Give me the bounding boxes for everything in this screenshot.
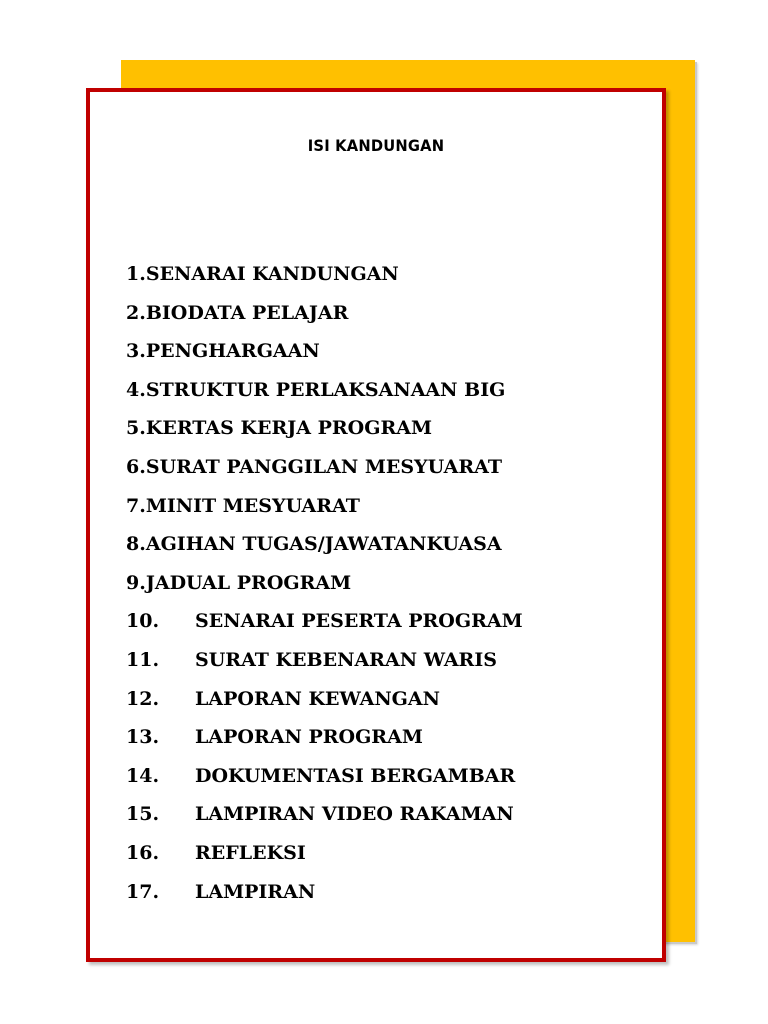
toc-item-number: 1. xyxy=(126,263,146,285)
toc-item-number: 11. xyxy=(126,648,160,671)
toc-item-number: 6. xyxy=(126,455,146,478)
toc-item xyxy=(126,834,523,873)
page-title: ISI KANDUNGAN xyxy=(307,136,445,155)
toc-item-number: 10. xyxy=(126,610,160,633)
content-card xyxy=(86,88,666,962)
toc-item-number: 3. xyxy=(126,340,146,363)
toc-item-number: 16. xyxy=(126,841,160,864)
toc-item xyxy=(126,564,523,603)
toc-item xyxy=(126,525,523,564)
toc-item-text: AGIHAN TUGAS/JAWATANKUASA xyxy=(145,533,502,556)
toc-item xyxy=(126,409,523,448)
toc-item xyxy=(126,602,523,641)
toc-item-number: 17. xyxy=(126,880,160,903)
toc-item-text: PENGHARGAAN xyxy=(145,340,320,363)
toc-item xyxy=(126,255,523,294)
toc-item-number: 9. xyxy=(126,571,146,594)
toc-item-text: LAPORAN PROGRAM xyxy=(195,726,423,749)
toc-item-text: SURAT KEBENARAN WARIS xyxy=(195,648,497,671)
toc-item-number: 8. xyxy=(126,533,146,556)
toc-item-number: 13. xyxy=(126,726,160,749)
toc-item-text: LAMPIRAN VIDEO RAKAMAN xyxy=(195,803,514,826)
toc-item xyxy=(126,294,523,333)
toc-item-text: DOKUMENTASI BERGAMBAR xyxy=(195,764,516,787)
toc-item-text: LAPORAN KEWANGAN xyxy=(195,687,441,710)
toc-item-text: JADUAL PROGRAM xyxy=(145,571,352,594)
toc-item-text: SENARAI PESERTA PROGRAM xyxy=(195,610,523,633)
toc-item xyxy=(126,718,523,757)
toc-item xyxy=(126,873,523,912)
toc-item xyxy=(126,757,523,796)
toc-item-number: 12. xyxy=(126,687,160,710)
toc-item xyxy=(126,371,523,410)
toc-item-number: 2. xyxy=(126,301,146,324)
toc-item-text: STRUKTUR PERLAKSANAAN BIG xyxy=(145,378,506,401)
toc-item-number: 5. xyxy=(126,417,146,440)
toc-item-text: SENARAI KANDUNGAN xyxy=(145,263,399,285)
toc-item xyxy=(126,795,523,834)
toc-item-number: 15. xyxy=(126,803,160,826)
toc-item-text: BIODATA PELAJAR xyxy=(145,301,349,324)
toc-item-text: KERTAS KERJA PROGRAM xyxy=(145,417,433,440)
toc-item-text: LAMPIRAN xyxy=(195,880,316,903)
toc-item xyxy=(126,641,523,680)
toc-item-number: 7. xyxy=(126,494,146,517)
toc-item xyxy=(126,448,523,487)
toc-item xyxy=(126,332,523,371)
toc-item-number: 14. xyxy=(126,764,160,787)
toc-item-text: MINIT MESYUARAT xyxy=(145,494,360,517)
toc-item-number: 4. xyxy=(126,378,146,401)
toc-item-text: SURAT PANGGILAN MESYUARAT xyxy=(145,455,502,478)
table-of-contents xyxy=(126,255,523,911)
toc-item-text: REFLEKSI xyxy=(195,841,306,864)
toc-item xyxy=(126,487,523,526)
toc-item xyxy=(126,680,523,719)
